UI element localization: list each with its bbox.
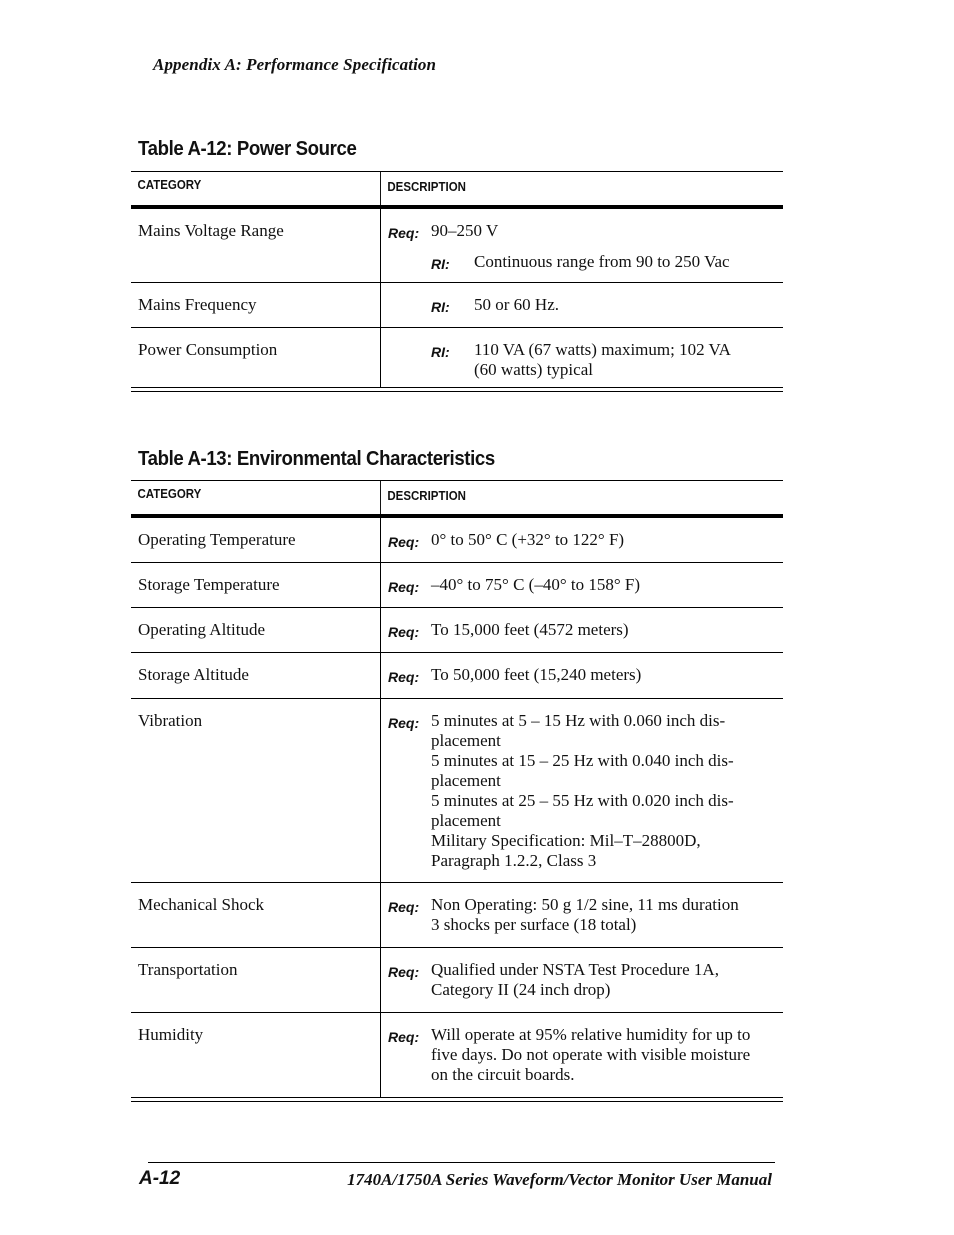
table-header-row	[131, 172, 783, 209]
row-category: Operating Temperature	[138, 530, 296, 549]
req-value-line: on the circuit boards.	[431, 1065, 575, 1084]
table-row	[131, 1013, 783, 1097]
column-header-description: DESCRIPTION	[380, 481, 751, 514]
ri-value-line: (60 watts) typical	[474, 360, 593, 379]
row-description	[380, 328, 783, 387]
req-tag: Req:	[388, 715, 420, 731]
req-value-line: Paragraph 1.2.2, Class 3	[431, 851, 597, 870]
row-category: Mains Frequency	[138, 295, 257, 314]
row-category: Mechanical Shock	[138, 895, 265, 914]
row-description	[380, 948, 783, 1012]
table-row	[131, 948, 783, 1013]
row-category: Power Consumption	[138, 340, 278, 359]
row-description	[380, 209, 783, 282]
table-a13-title: Table A-13: Environmental Characteristics	[138, 448, 495, 470]
req-value-line: 3 shocks per surface (18 total)	[431, 915, 637, 934]
req-value-line: Military Specification: Mil–T–28800D,	[431, 831, 701, 850]
table-row	[131, 608, 783, 653]
running-header: Appendix A: Performance Specification	[153, 55, 437, 74]
req-value-line: –40° to 75° C (–40° to 158° F)	[431, 575, 641, 594]
row-category: Operating Altitude	[138, 620, 266, 639]
table-body	[131, 518, 783, 1097]
table-row	[131, 699, 783, 883]
row-category: Vibration	[138, 711, 203, 730]
column-header-description: DESCRIPTION	[380, 172, 751, 205]
req-value-line: 5 minutes at 15 – 25 Hz with 0.040 inch dis-	[431, 751, 734, 770]
environmental-table	[131, 480, 783, 1102]
ri-tag: RI:	[431, 299, 450, 315]
row-description	[380, 563, 783, 607]
manual-title: 1740A/1750A Series Waveform/Vector Monitor User Manual	[347, 1170, 772, 1189]
req-value-line: Qualified under NSTA Test Procedure 1A,	[431, 960, 719, 979]
ri-tag: RI:	[431, 256, 450, 272]
column-header-category: CATEGORY	[137, 487, 202, 501]
ri-value: 50 or 60 Hz.	[474, 295, 559, 314]
table-row	[131, 283, 783, 328]
req-value-line: five days. Do not operate with visible moisture	[431, 1045, 751, 1064]
row-description	[380, 283, 783, 327]
row-description	[380, 518, 783, 562]
req-tag: Req:	[388, 624, 420, 640]
row-description	[380, 653, 783, 698]
req-value-line: Non Operating: 50 g 1/2 sine, 11 ms duration	[431, 895, 739, 914]
req-value-line: To 50,000 feet (15,240 meters)	[431, 665, 642, 684]
ri-tag: RI:	[431, 344, 450, 360]
req-value-line: Will operate at 95% relative humidity for up to	[431, 1025, 751, 1044]
power-source-table	[131, 171, 783, 392]
table-a12-title: Table A-12: Power Source	[138, 138, 357, 160]
row-category: Storage Temperature	[138, 575, 280, 594]
row-description	[380, 608, 783, 652]
table-row	[131, 883, 783, 948]
req-value-line: Category II (24 inch drop)	[431, 980, 611, 999]
table-bottom-rule	[131, 387, 783, 392]
req-tag: Req:	[388, 1029, 420, 1045]
column-header-category: CATEGORY	[137, 178, 202, 192]
req-value-line: 5 minutes at 5 – 15 Hz with 0.060 inch dis-	[431, 711, 726, 730]
table-row	[131, 209, 783, 283]
req-value-line: placement	[431, 731, 501, 750]
req-value-line: placement	[431, 771, 501, 790]
req-value-line: 0° to 50° C (+32° to 122° F)	[431, 530, 625, 549]
req-value: 90–250 V	[431, 221, 499, 240]
ri-value-line: 110 VA (67 watts) maximum; 102 VA	[474, 340, 731, 359]
table-row	[131, 563, 783, 608]
req-value-line: placement	[431, 811, 501, 830]
req-tag: Req:	[388, 964, 420, 980]
page-number: A-12	[139, 1168, 181, 1189]
row-description	[380, 883, 783, 947]
row-category: Transportation	[138, 960, 238, 979]
req-tag: Req:	[388, 534, 420, 550]
req-tag: Req:	[388, 669, 420, 685]
row-description	[380, 1013, 783, 1097]
req-value-line: To 15,000 feet (4572 meters)	[431, 620, 629, 639]
table-header-row	[131, 481, 783, 518]
row-category: Humidity	[138, 1025, 204, 1044]
req-tag: Req:	[388, 899, 420, 915]
row-category: Storage Altitude	[138, 665, 249, 684]
row-category: Mains Voltage Range	[138, 221, 284, 240]
req-tag: Req:	[388, 579, 420, 595]
ri-value: Continuous range from 90 to 250 Vac	[474, 252, 730, 271]
table-row	[131, 518, 783, 563]
table-row	[131, 653, 783, 699]
table-row	[131, 328, 783, 387]
footer-rule	[148, 1162, 775, 1163]
row-description	[380, 699, 783, 882]
req-tag: Req:	[388, 225, 420, 241]
req-value-line: 5 minutes at 25 – 55 Hz with 0.020 inch dis-	[431, 791, 734, 810]
table-bottom-rule	[131, 1097, 783, 1102]
